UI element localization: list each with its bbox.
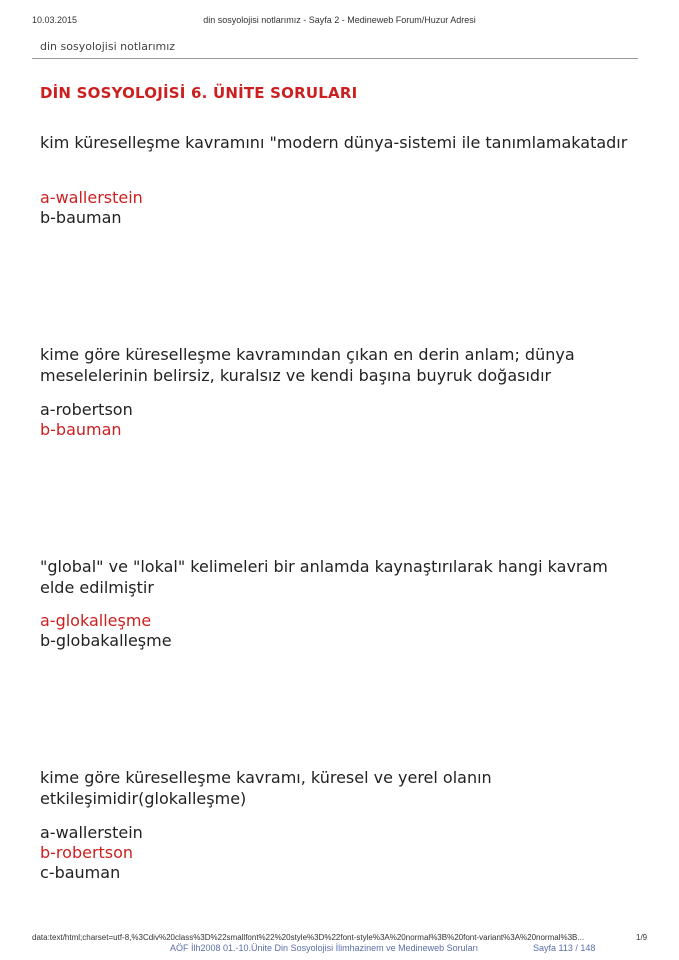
site-title: din sosyolojisi notlarımız bbox=[40, 40, 176, 53]
answer-option: c-bauman bbox=[40, 863, 121, 882]
question-3: "global" ve "lokal" kelimeleri bir anlamda kaynaştırılarak hangi kavram elde edilmiştir bbox=[40, 557, 608, 597]
print-url: data:text/html;charset=utf-8,%3Cdiv%20class%3D%22smallfont%22%20style%3D%22font-style%3A%20normal%3B%20font-variant%3A%20normal%3B... bbox=[32, 933, 585, 942]
header-divider bbox=[32, 58, 638, 59]
answer-option: a-glokalleşme bbox=[40, 611, 152, 630]
page-heading: DİN SOSYOLOJİSİ 6. ÜNİTE SORULARI bbox=[40, 84, 358, 102]
print-date: 10.03.2015 bbox=[32, 15, 78, 25]
answer-option: b-robertson bbox=[40, 843, 134, 862]
answer-list-4 bbox=[40, 823, 143, 883]
answer-option: a-wallerstein bbox=[40, 823, 143, 842]
print-page-title: din sosyolojisi notlarımız - Sayfa 2 - Medineweb Forum/Huzur Adresi bbox=[203, 15, 476, 25]
print-page-number: 1/9 bbox=[636, 933, 648, 942]
question-4: kime göre küreselleşme kavramı, küresel ve yerel olanın etkileşimidir(glokalleşme) bbox=[40, 768, 492, 808]
answer-option: a-robertson bbox=[40, 400, 133, 419]
pdf-page-number: Sayfa 113 / 148 bbox=[533, 943, 596, 953]
answer-list-1 bbox=[40, 188, 143, 228]
answer-option: b-globakalleşme bbox=[40, 631, 172, 650]
pdf-source-title: AÖF İlh2008 01.-10.Ünite Din Sosyolojisi İlimhazinem ve Medineweb Soruları bbox=[170, 943, 479, 953]
answer-list-3 bbox=[40, 611, 172, 651]
answer-list-2 bbox=[40, 400, 133, 440]
answer-option: b-bauman bbox=[40, 208, 122, 227]
question-2: kime göre küreselleşme kavramından çıkan en derin anlam; dünya meselelerinin belirsiz, kuralsız ve kendi başına buyruk doğasıdır bbox=[40, 345, 575, 385]
answer-option: b-bauman bbox=[40, 420, 122, 439]
question-1: kim küreselleşme kavramını "modern dünya-sistemi ile tanımlamakatadır bbox=[40, 133, 628, 152]
answer-option: a-wallerstein bbox=[40, 188, 143, 207]
